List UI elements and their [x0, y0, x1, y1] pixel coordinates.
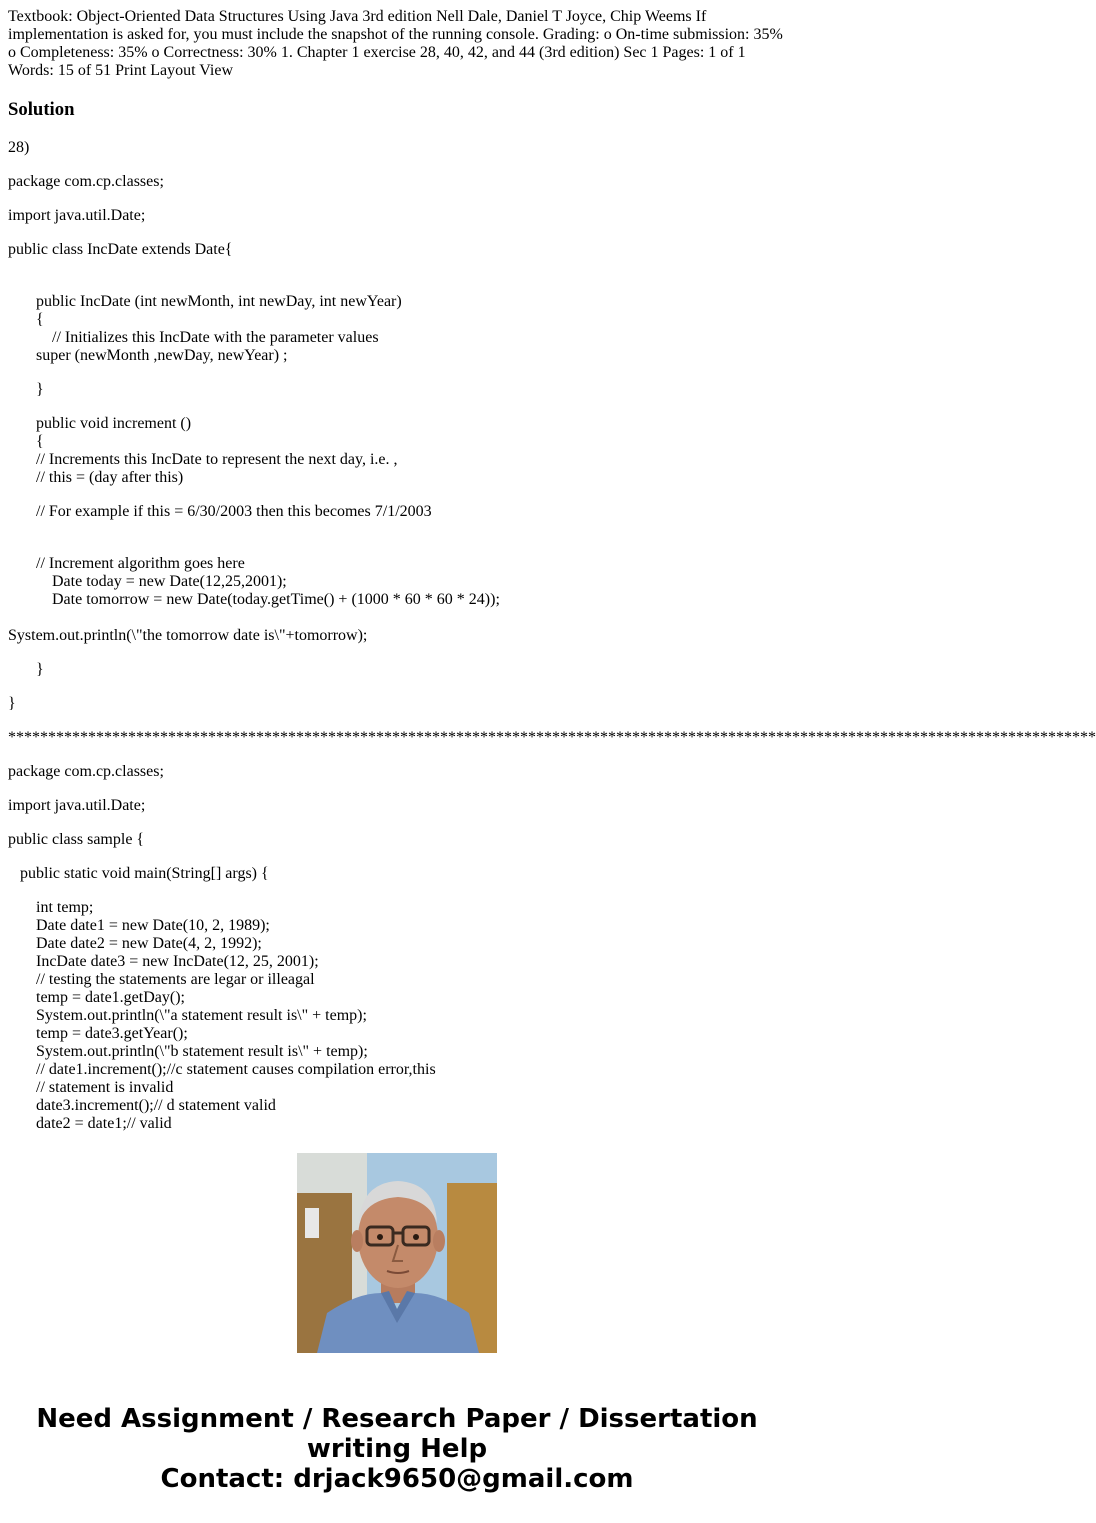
code-line: super (newMonth ,newDay, newYear) ;	[8, 347, 288, 364]
code-line: 28)	[8, 139, 30, 156]
code-line: temp = date1.getDay();	[8, 989, 185, 1006]
code-line: {	[8, 433, 44, 450]
promo-contact: Contact: drjack9650@gmail.com	[160, 1464, 634, 1494]
code-line: }	[8, 661, 44, 678]
code-line: Date tomorrow = new Date(today.getTime() + (1000 * 60 * 60 * 24));	[8, 591, 500, 608]
code-line: Date date1 = new Date(10, 2, 1989);	[8, 917, 270, 934]
code-line: // statement is invalid	[8, 1079, 174, 1096]
code-line: public static void main(String[] args) {	[8, 865, 269, 882]
code-line: package com.cp.classes;	[8, 763, 164, 780]
code-line: {	[8, 311, 44, 328]
promo-line-2: writing Help	[306, 1434, 488, 1464]
code-line: public IncDate (int newMonth, int newDay, int newYear)	[8, 293, 402, 310]
question-text: Textbook: Object-Oriented Data Structures Using Java 3rd edition Nell Dale, Daniel T Joyce, Chip Weems If implementation is asked for, you must include the snapshot of the running console. Grading: o On-time submission: 35% o Completeness: 35% o Correctness: 30% 1. Chapter 1 exercise 28, 40, 42, and 44 (3rd edition) Sec 1 Pages: 1 of 1 Words: 15 of 51 Print Layout View	[8, 8, 783, 79]
promo-line-1: Need Assignment / Research Paper / Dissertation	[36, 1404, 758, 1434]
code-line: import java.util.Date;	[8, 207, 146, 224]
code-line: date3.increment();// d statement valid	[8, 1097, 276, 1114]
code-line: package com.cp.classes;	[8, 173, 164, 190]
code-line: Date today = new Date(12,25,2001);	[8, 573, 287, 590]
code-line: IncDate date3 = new IncDate(12, 25, 2001);	[8, 953, 319, 970]
code-line: }	[8, 381, 44, 398]
author-portrait-icon	[297, 1153, 497, 1353]
promo-banner	[0, 1404, 794, 1494]
solution-code-block	[0, 139, 1096, 1132]
code-line: System.out.println(\"b statement result is\" + temp);	[8, 1043, 368, 1060]
separator-line: ****************************************************************************************************************************************	[8, 729, 1096, 746]
code-line: System.out.println(\"the tomorrow date is\"+tomorrow);	[8, 627, 368, 644]
code-line: int temp;	[8, 899, 94, 916]
code-line: // Increments this IncDate to represent the next day, i.e. ,	[8, 451, 398, 468]
code-line: // date1.increment();//c statement causes compilation error,this	[8, 1061, 436, 1078]
code-line: // For example if this = 6/30/2003 then this becomes 7/1/2003	[8, 503, 432, 520]
code-line: import java.util.Date;	[8, 797, 146, 814]
code-line: public class IncDate extends Date{	[8, 241, 233, 258]
code-line: }	[8, 695, 16, 712]
code-line: public void increment ()	[8, 415, 192, 432]
code-line: date2 = date1;// valid	[8, 1115, 172, 1132]
code-line: // Initializes this IncDate with the parameter values	[8, 329, 379, 346]
solution-heading: Solution	[8, 99, 75, 120]
code-line: // testing the statements are legar or illeagal	[8, 971, 315, 988]
code-line: public class sample {	[8, 831, 145, 848]
code-line: System.out.println(\"a statement result is\" + temp);	[8, 1007, 367, 1024]
code-line: // Increment algorithm goes here	[8, 555, 245, 572]
code-line: Date date2 = new Date(4, 2, 1992);	[8, 935, 262, 952]
code-line: temp = date3.getYear();	[8, 1025, 188, 1042]
code-line: // this = (day after this)	[8, 469, 184, 486]
